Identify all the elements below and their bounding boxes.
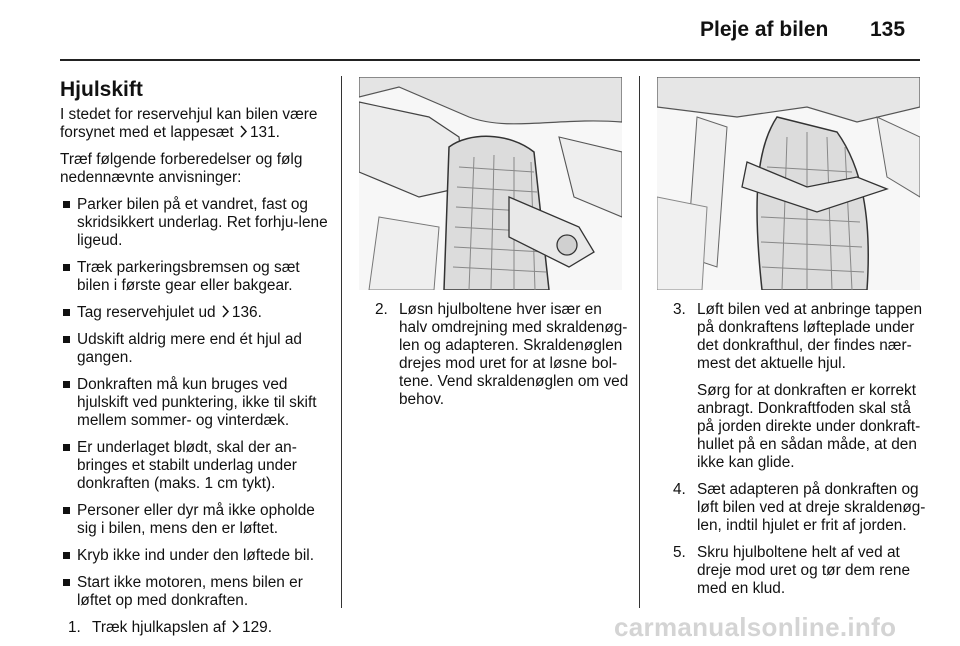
list-item-text: Start ikke motoren, mens bilen er løftet op med donkraften. — [77, 574, 303, 609]
list-item-text: Parker bilen på et vandret, fast og skridsikkert underlag. Ret forhju-lene ligeud. — [77, 196, 328, 249]
bullet-icon — [63, 579, 70, 586]
header-rule — [60, 59, 920, 61]
section-title: Pleje af bilen — [700, 18, 829, 41]
step-number: 1. — [68, 619, 81, 636]
bullet-icon — [63, 507, 70, 514]
bullet-icon — [63, 201, 70, 208]
list-item-ref[interactable]: 136. — [231, 304, 262, 321]
bullet-icon — [63, 264, 70, 271]
right-column — [665, 301, 927, 607]
step-1 — [60, 619, 332, 637]
step-5 — [665, 544, 927, 598]
list-item — [60, 547, 332, 565]
page-reference-icon — [231, 620, 240, 633]
prep-paragraph: Træf følgende forberedelser og følg nedennævnte anvisninger: — [60, 151, 303, 186]
step-text: Løsn hjulboltene hver især en halv omdrejning med skraldenøg-len og adapteren. Skraldenøglen drejes mod uret for at løsne bol-tene. Vend skraldenøglen om ved behov. — [399, 301, 629, 408]
step-number: 3. — [673, 301, 686, 318]
column-divider-right — [639, 76, 640, 608]
page-number: 135 — [870, 18, 906, 41]
step-text: Sæt adapteren på donkraften og løft bilen ved at dreje skraldenøg-len, indtil hjulet er frit af jorden. — [697, 481, 926, 534]
column-divider-left — [341, 76, 342, 608]
list-item — [60, 439, 332, 493]
list-item — [60, 574, 332, 610]
step-4 — [665, 481, 927, 535]
list-item — [60, 196, 332, 250]
left-column — [60, 78, 332, 646]
list-item-text: Personer eller dyr må ikke opholde sig i bilen, mens den er løftet. — [77, 502, 315, 537]
page-reference-icon — [221, 305, 230, 318]
step-3-note: Sørg for at donkraften er korrekt anbragt. Donkraftfoden skal stå på jorden direkte under donkraft-hullet på en sådan måde, at den ikke kan glide. — [697, 382, 921, 471]
bullet-icon — [63, 444, 70, 451]
list-item — [60, 376, 332, 430]
step-number: 4. — [673, 481, 686, 498]
step-3 — [665, 301, 927, 373]
list-item — [60, 502, 332, 538]
list-item-text: Udskift aldrig mere end ét hjul ad gangen. — [77, 331, 302, 366]
step-text: Løft bilen ved at anbringe tappen på donkraftens løfteplade under det donkrafthul, der findes nær-mest det aktuelle hjul. — [697, 301, 923, 372]
jack-position-illustration — [657, 77, 920, 290]
intro-ref-page[interactable]: 131. — [249, 124, 280, 141]
step-number: 5. — [673, 544, 686, 561]
middle-column — [367, 301, 632, 418]
list-item-text: Træk parkeringsbremsen og sæt bilen i første gear eller bakgear. — [77, 259, 300, 294]
bullet-icon — [63, 309, 70, 316]
step-2 — [367, 301, 632, 409]
step-text: Skru hjulboltene helt af ved at dreje mod uret og tør dem rene med en klud. — [697, 544, 911, 597]
list-item — [60, 304, 332, 322]
list-item-text: Er underlaget blødt, skal der an-bringes et stabilt underlag under donkraften (maks. 1 cm tykt). — [77, 439, 297, 492]
list-item-text: Donkraften må kun bruges ved hjulskift ved punktering, ikke til skift mellem sommer- og vinterdæk. — [77, 376, 317, 429]
intro-paragraph — [60, 106, 332, 142]
list-item-text: Tag reservehjulet ud — [77, 304, 216, 321]
step-text: Træk hjulkapslen af — [92, 619, 226, 636]
list-item — [60, 259, 332, 295]
bullet-icon — [63, 336, 70, 343]
wheel-bolt-illustration — [359, 77, 622, 290]
bullet-icon — [63, 381, 70, 388]
step-number: 2. — [375, 301, 388, 318]
step-ref[interactable]: 129. — [242, 619, 272, 636]
intro-text: I stedet for reservehjul kan bilen være forsynet med et lappesæt — [60, 106, 318, 141]
page-reference-icon — [239, 125, 248, 138]
watermark: carmanualsonline.info — [614, 612, 897, 642]
section-heading: Hjulskift — [60, 78, 143, 101]
bullet-icon — [63, 552, 70, 559]
instruction-list — [60, 196, 332, 610]
list-item — [60, 331, 332, 367]
list-item-text: Kryb ikke ind under den løftede bil. — [77, 547, 314, 564]
